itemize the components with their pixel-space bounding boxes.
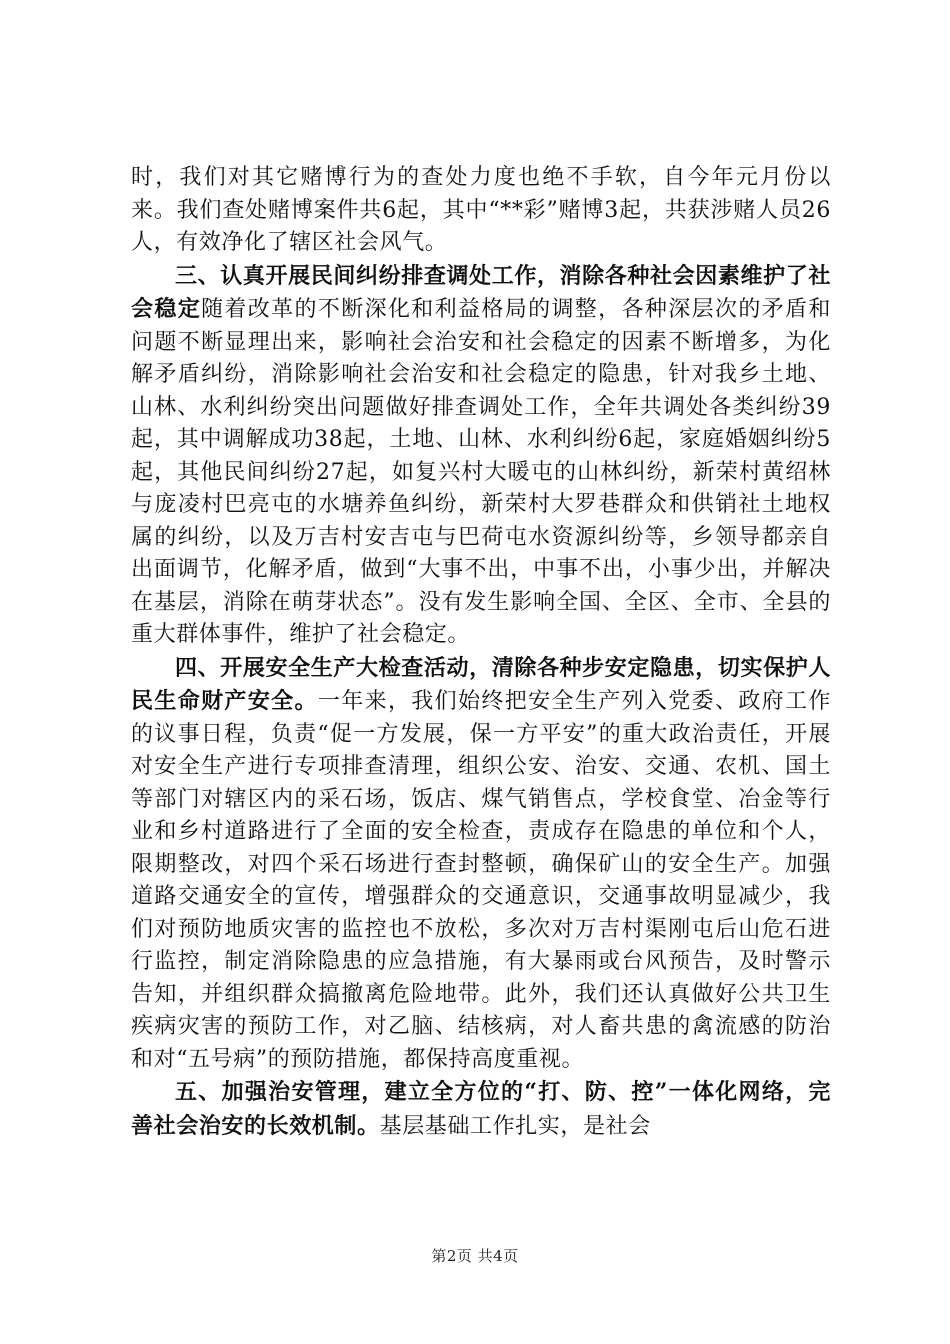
document-body: [131, 162, 831, 1143]
page-number-footer: 第2页 共4页: [431, 1247, 519, 1265]
paragraph-section-three: [131, 260, 831, 652]
paragraph-section-four: [131, 652, 831, 1077]
section-heading: 三、认真开展民间纠纷排查调处工作，消除各种社会因素维护了社会稳定: [131, 262, 831, 322]
paragraph-continuation: [131, 162, 831, 260]
paragraph-section-five: [131, 1076, 831, 1143]
paragraph-text: 随着改革的不断深化和利益格局的调整，各种深层次的矛盾和问题不断显理出来，影响社会治安和社会稳定的因素不断增多，为化解矛盾纠纷，消除影响社会治安和社会稳定的隐患，针对我乡土地、山林、水利纠纷突出问题做好排查调处工作，全年共调处各类纠纷39起，其中调解成功38起，土地、山林、水利纠纷6起，家庭婚姻纠纷5起，其他民间纠纷27起，如复兴村大暖屯的山林纠纷，新荣村黄绍林与庞凌村巴亮屯的水塘养鱼纠纷，新荣村大罗巷群众和供销社土地权属的纠纷，以及万吉村安吉屯与巴荷屯水资源纠纷等，乡领导都亲自出面调节，化解矛盾，做到“大事不出，中事不出，小事少出，并解决在基层，消除在萌芽状态”。没有发生影响全国、全区、全市、全县的重大群体事件，维护了社会稳定。: [131, 297, 831, 647]
paragraph-text: 一年来，我们始终把安全生产列入党委、政府工作的议事日程，负责“促一方发展，保一方平安”的重大政治责任，开展对安全生产进行专项排查清理，组织公安、治安、交通、农机、国土等部门对辖区内的采石场，饭店、煤气销售点，学校食堂、冶金等行业和乡村道路进行了全面的安全检查，责成存在隐患的单位和个人，限期整改，对四个采石场进行查封整顿，确保矿山的安全生产。加强道路交通安全的宣传，增强群众的交通意识，交通事故明显减少，我们对预防地质灾害的监控也不放松，多次对万吉村渠刚屯后山危石进行监控，制定消除隐患的应急措施，有大暴雨或台风预告，及时警示告知，并组织群众搞撤离危险地带。此外，我们还认真做好公共卫生疾病灾害的预防工作，对乙脑、结核病，对人畜共患的禽流感的防治和对“五号病”的预防措施，都保持高度重视。: [131, 689, 831, 1072]
paragraph-text: 基层基础工作扎实，是社会: [379, 1113, 651, 1139]
section-heading: 五、加强治安管理，建立全方位的“打、防、控”一体化网络，完善社会治安的长效机制。: [131, 1079, 831, 1139]
section-heading: 四、开展安全生产大检查活动，清除各种步安定隐患，切实保护人民生命财产安全。: [131, 654, 831, 714]
paragraph-text: 时，我们对其它赌博行为的查处力度也绝不手软，自今年元月份以来。我们查处赌博案件共6起，其中“**彩”赌博3起，共获涉赌人员26人，有效净化了辖区社会风气。: [131, 165, 831, 255]
